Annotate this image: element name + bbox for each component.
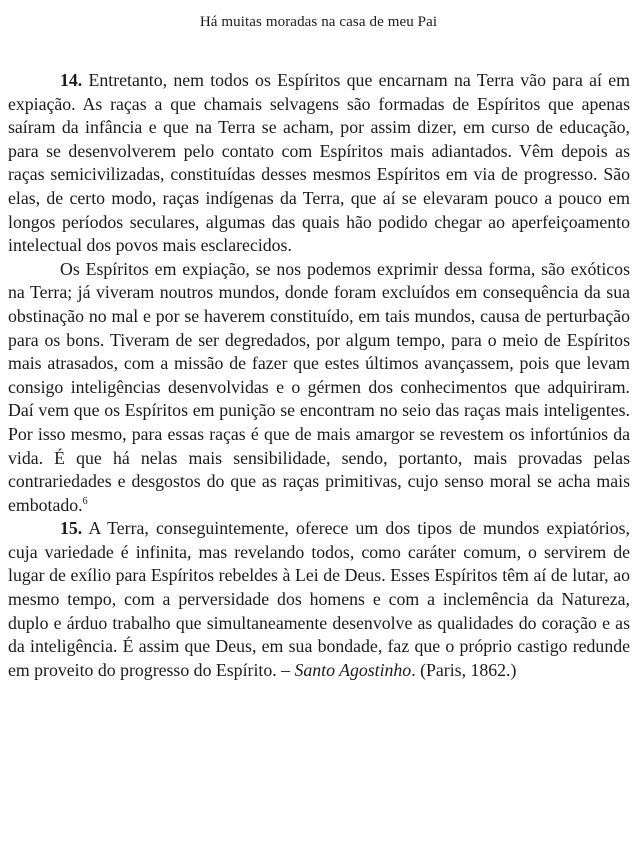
attribution-source: . (Paris, 1862.) — [411, 659, 517, 680]
paragraph-number: 14. — [60, 70, 83, 90]
paragraph-14 — [8, 69, 630, 258]
running-header: Há muitas moradas na casa de meu Pai — [199, 14, 438, 30]
paragraph-text: Entretanto, nem todos os Espíritos que encarnam na Terra vão para aí em expiação. As raças a que chamais selvagens são formadas de Espíritos que apenas saíram da infância e que na Terra se acham, por assim dizer, em curso de educação, para se desenvolverem pelo contato com Espíritos mais adiantados. Vêm depois as raças semicivilizadas, constituídas desses mesmos Espíritos em via de progresso. São elas, de certo modo, raças indígenas da Terra, que aí se elevaram pouco a pouco em longos períodos seculares, algumas das quais hão podido chegar ao aperfeiçoamento intelectual dos povos mais esclarecidos. — [8, 70, 630, 256]
footnote-reference[interactable]: 6 — [82, 495, 88, 507]
paragraph-number: 15. — [60, 518, 83, 539]
paragraph-expiation-spirits — [8, 258, 630, 518]
page-text — [8, 69, 630, 682]
paragraph-text: Os Espíritos em expiação, se nos podemos exprimir dessa forma, são exóticos na Terra; já viveram noutros mundos, donde foram excluídos em consequência da sua obstinação no mal e por se haverem constituído, em tais mundos, causa de perturbação para os bons. Tiveram de ser degredados, por algum tempo, para o meio de Espíritos mais atrasados, com a missão de fazer que estes últimos avançassem, pois que levam consigo inteligências desenvolvidas e o gérmen dos conhecimentos que adquiriram. Daí vem que os Espíritos em punição se encontram no seio das raças mais inteligentes. Por isso mesmo, para essas raças é que de mais amargor se revestem os infortúnios da vida. É que há nelas mais sensibilidade, sendo, portanto, mais provadas pelas contrariedades e desgostos do que as raças primitivas, cujo senso moral se acha mais embotado. — [8, 258, 630, 515]
paragraph-15 — [8, 517, 630, 682]
paragraph-text: A Terra, conseguintemente, oferece um dos tipos de mundos expiatórios, cuja variedade é infinita, mas revelando todos, como caráter comum, o servirem de lugar de exílio para Espíritos rebeldes à Lei de Deus. Esses Espíritos têm aí de lutar, ao mesmo tempo, com a perversidade dos homens e com a inclemência da Natureza, duplo e árduo trabalho que simultaneamente desenvolve as qualidades do coração e as da inteligência. É assim que Deus, em sua bondade, faz que o próprio castigo redunde em proveito do progresso do Espírito. – — [8, 518, 630, 680]
attribution-author: Santo Agostinho — [294, 659, 412, 680]
